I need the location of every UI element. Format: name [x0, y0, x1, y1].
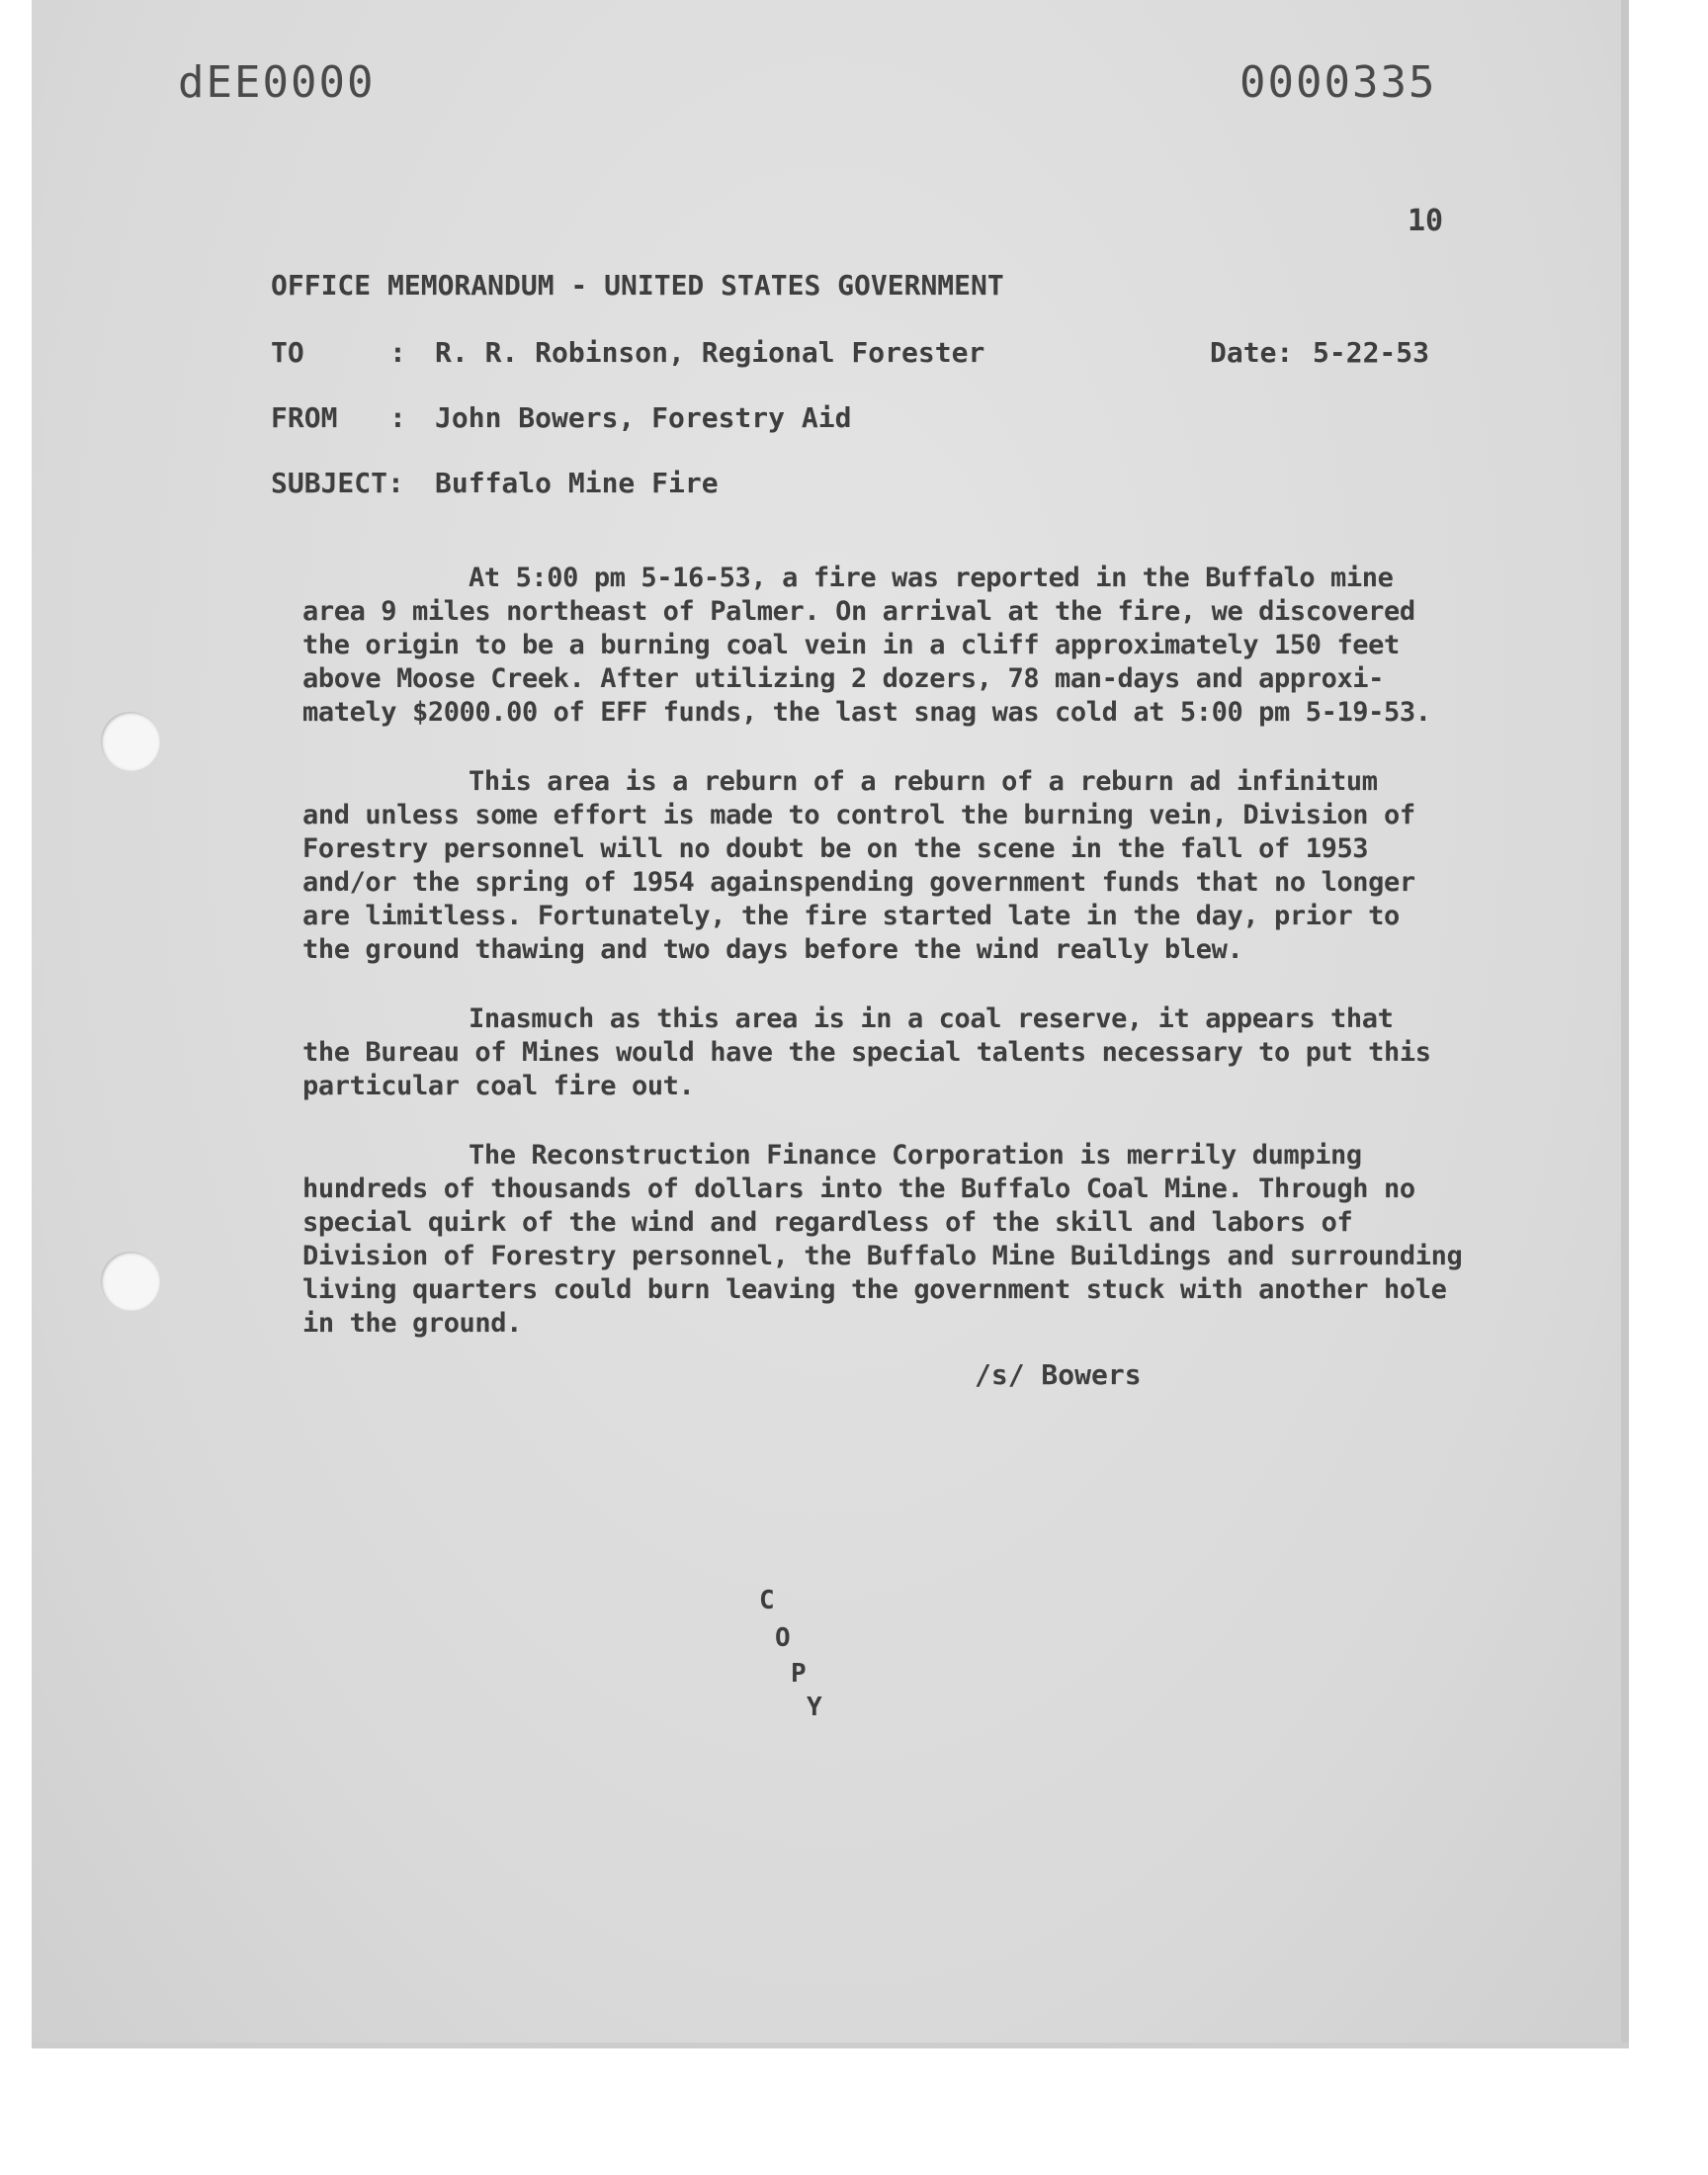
date-value: 5-22-53 [1313, 336, 1430, 369]
body-line: At 5:00 pm 5-16-53, a fire was reported in the Buffalo mine [469, 563, 1394, 593]
body-line: living quarters could burn leaving the government stuck with another hole [302, 1274, 1447, 1305]
subject-value: Buffalo Mine Fire [435, 467, 719, 499]
body-line: the origin to be a burning coal vein in a cliff approximately 150 feet [302, 630, 1400, 660]
body-line: particular coal fire out. [302, 1071, 695, 1101]
body-line: The Reconstruction Finance Corporation is merrily dumping [469, 1140, 1362, 1171]
page-edge-shadow [1621, 0, 1629, 2048]
paragraph-3 [302, 1002, 1518, 1103]
body-line: This area is a reburn of a reburn of a reburn ad infinitum [469, 766, 1378, 797]
body-line: and unless some effort is made to control the burning vein, Division of [302, 800, 1415, 830]
body-line: special quirk of the wind and regardless of the skill and labors of [302, 1207, 1353, 1238]
memo-body [302, 562, 1518, 1376]
body-line: Division of Forestry personnel, the Buffalo Mine Buildings and surrounding [302, 1241, 1463, 1271]
subject-label: SUBJECT: [271, 467, 404, 499]
memo-page [32, 0, 1629, 2048]
signature: /s/ Bowers [975, 1358, 1142, 1391]
copy-letter: Y [807, 1693, 822, 1722]
from-value: John Bowers, Forestry Aid [435, 401, 852, 434]
paragraph-1 [302, 562, 1518, 730]
from-colon: : [389, 401, 406, 434]
body-line: Forestry personnel will no doubt be on the scene in the fall of 1953 [302, 833, 1369, 864]
bates-stamp-left: dEE0000 [178, 57, 376, 108]
body-line: in the ground. [302, 1308, 522, 1339]
page-bottom-edge [32, 2043, 1629, 2048]
page-number: 10 [1408, 204, 1444, 238]
paragraph-4 [302, 1139, 1518, 1341]
body-line: above Moose Creek. After utilizing 2 dozers, 78 man-days and approxi- [302, 663, 1385, 694]
body-line: the Bureau of Mines would have the special talents necessary to put this [302, 1037, 1431, 1068]
bates-stamp-right: 0000335 [1239, 57, 1437, 108]
to-colon: : [389, 336, 406, 369]
copy-letter: O [775, 1623, 791, 1653]
memo-heading: OFFICE MEMORANDUM - UNITED STATES GOVERNMENT [271, 269, 1004, 302]
from-label: FROM [271, 401, 338, 434]
body-line: area 9 miles northeast of Palmer. On arrival at the fire, we discovered [302, 596, 1415, 627]
body-line: are limitless. Fortunately, the fire started late in the day, prior to [302, 901, 1400, 931]
paragraph-2 [302, 765, 1518, 967]
body-line: hundreds of thousands of dollars into the Buffalo Coal Mine. Through no [302, 1174, 1415, 1204]
body-line: mately $2000.00 of EFF funds, the last snag was cold at 5:00 pm 5-19-53. [302, 697, 1431, 728]
punch-hole [101, 1252, 160, 1311]
punch-hole [101, 712, 160, 771]
copy-letter: P [791, 1659, 807, 1689]
date-label: Date: [1210, 336, 1294, 369]
copy-letter: C [759, 1586, 775, 1615]
to-label: TO [271, 336, 304, 369]
body-line: and/or the spring of 1954 againspending government funds that no longer [302, 867, 1415, 898]
body-line: Inasmuch as this area is in a coal reserve, it appears that [469, 1003, 1394, 1034]
body-line: the ground thawing and two days before the wind really blew. [302, 934, 1243, 965]
to-value: R. R. Robinson, Regional Forester [435, 336, 985, 369]
